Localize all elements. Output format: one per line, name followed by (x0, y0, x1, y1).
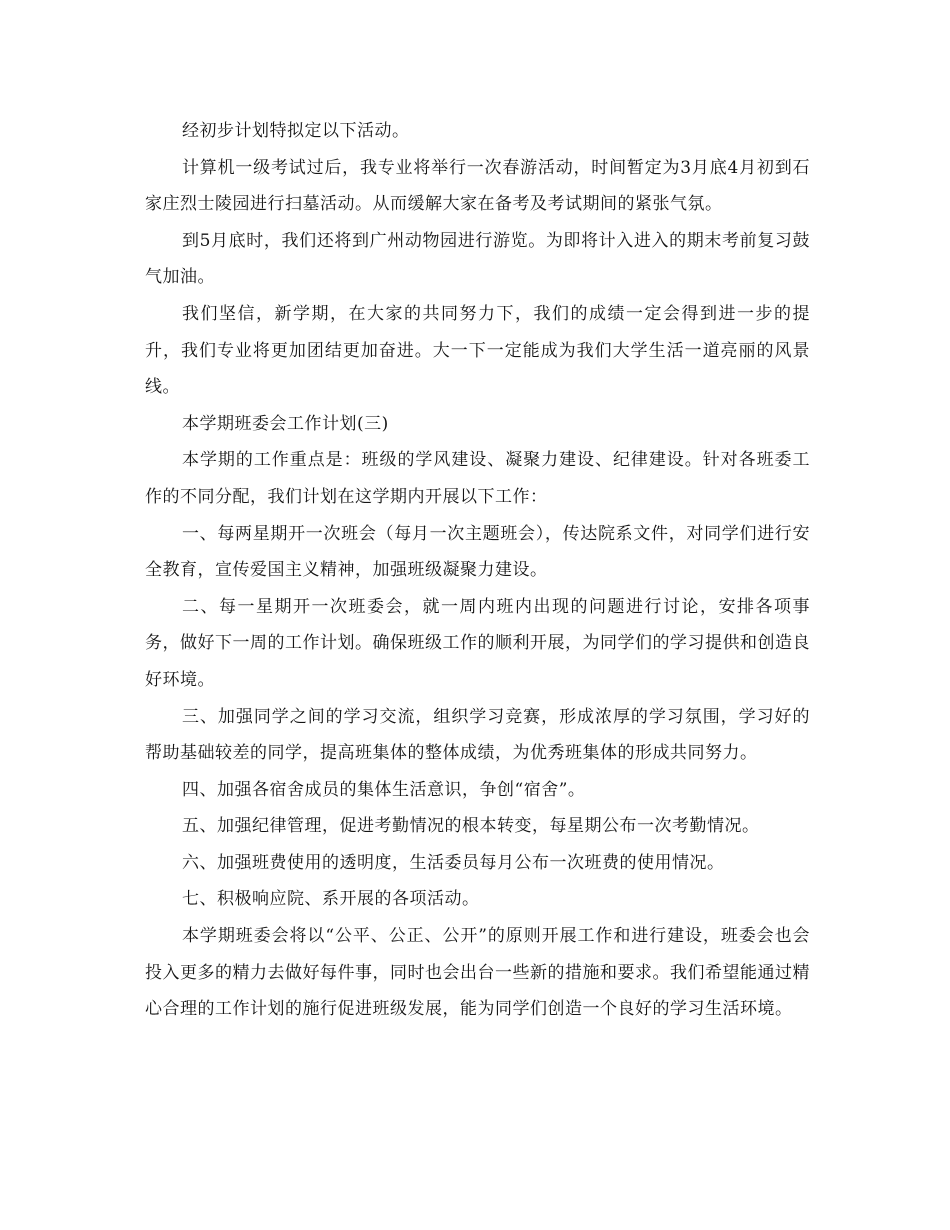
list-item-6: 六、加强班费使用的透明度，生活委员每月公布一次班费的使用情况。 (182, 852, 725, 873)
list-item-3: 三、加强同学之间的学习交流，组织学习竞赛，形成浓厚的学习氛围，学习好的帮助基础较差的同学，提高班集体的整体成绩，为优秀班集体的形成共同努力。 (145, 706, 810, 764)
document-body (145, 113, 810, 1028)
list-item-5: 五、加强纪律管理，促进考勤情况的根本转变，每星期公布一次考勤情况。 (182, 816, 760, 837)
list-item-2: 二、每一星期开一次班委会，就一周内班内出现的问题进行讨论，安排各项事务，做好下一周的工作计划。确保班级工作的顺利开展，为同学们的学习提供和创造良好环境。 (145, 596, 810, 690)
list-item-7: 七、积极响应院、系开展的各项活动。 (182, 889, 480, 910)
section-heading: 本学期班委会工作计划(三) (182, 413, 389, 434)
paragraph-focus: 本学期的工作重点是：班级的学风建设、凝聚力建设、纪律建设。针对各班委工作的不同分配，我们计划在这学期内开展以下工作： (145, 450, 810, 507)
paragraph-spring-trip: 计算机一级考试过后，我专业将举行一次春游活动，时间暂定为3月底4月初到石家庄烈士陵园进行扫墓活动。从而缓解大家在备考及考试期间的紧张气氛。 (145, 157, 810, 215)
paragraph-intro: 经初步计划特拟定以下活动。 (182, 121, 410, 141)
paragraph-belief: 我们坚信，新学期，在大家的共同努力下，我们的成绩一定会得到进一步的提升，我们专业将更加团结更加奋进。大一下一定能成为我们大学生活一道亮丽的风景线。 (145, 303, 810, 398)
paragraph-zoo-trip: 到5月底时，我们还将到广州动物园进行游览。为即将计入进入的期末考前复习鼓气加油。 (145, 230, 810, 288)
list-item-1: 一、每两星期开一次班会（每月一次主题班会），传达院系文件，对同学们进行安全教育，宣传爱国主义精神，加强班级凝聚力建设。 (145, 523, 810, 581)
list-item-4: 四、加强各宿舍成员的集体生活意识，争创“宿舍”。 (182, 779, 586, 800)
paragraph-conclusion: 本学期班委会将以“公平、公正、公开”的原则开展工作和进行建设，班委会也会投入更多的精力去做好每件事，同时也会出台一些新的措施和要求。我们希望能通过精心合理的工作计划的施行促进班级发展，能为同学们创造一个良好的学习生活环境。 (145, 926, 810, 1020)
